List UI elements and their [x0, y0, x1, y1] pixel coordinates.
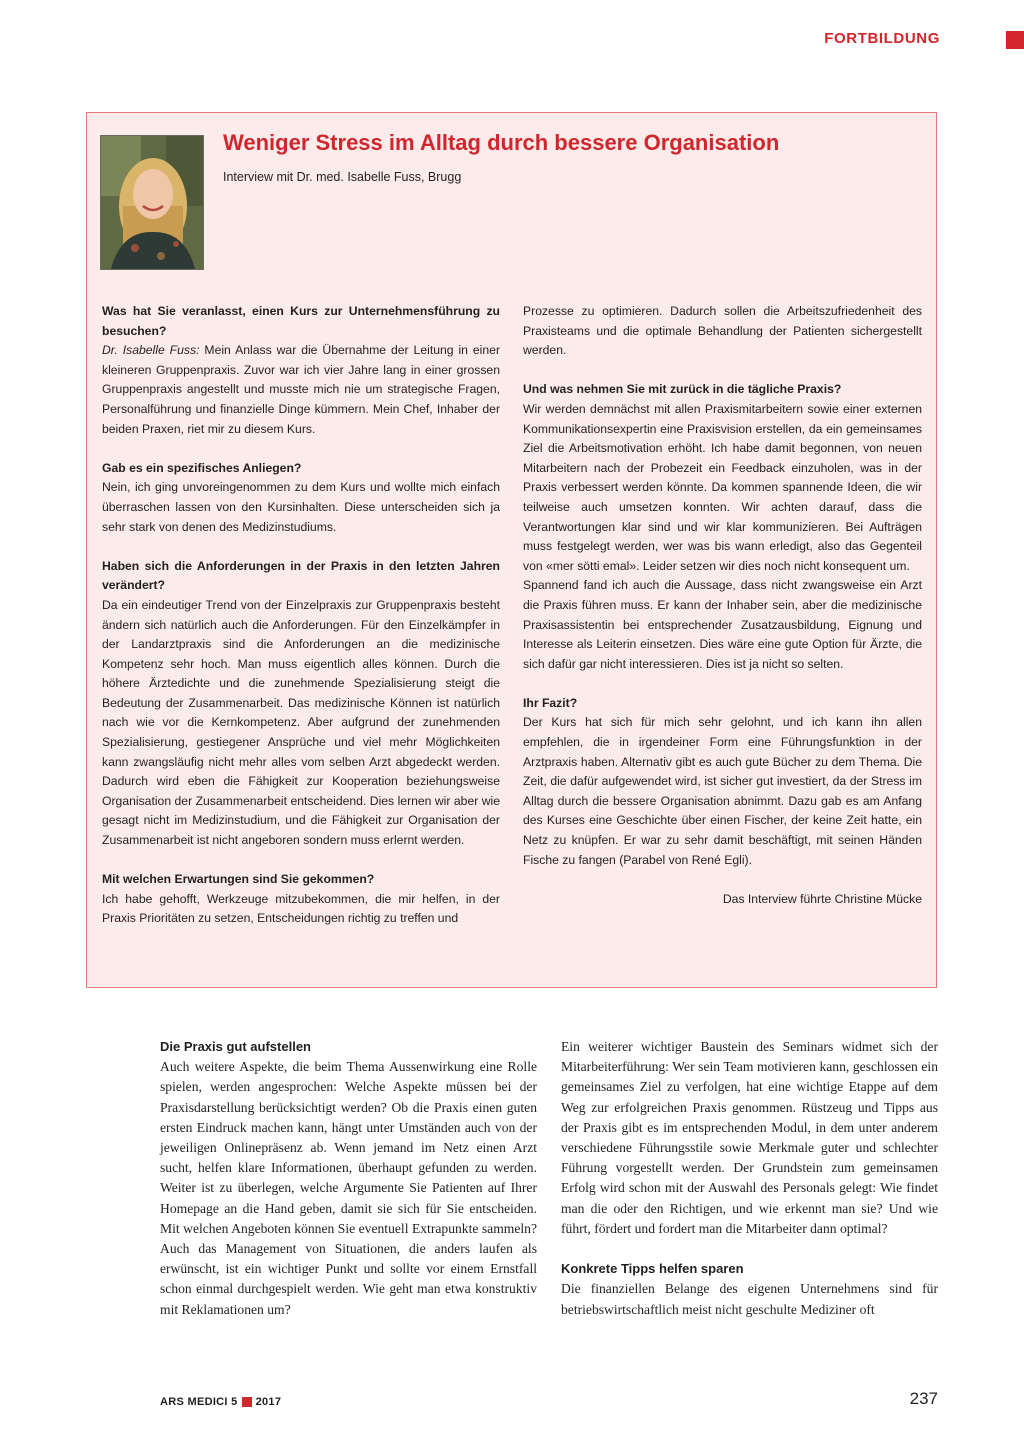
interview-answer: Prozesse zu optimieren. Dadurch sollen die Arbeitszufriedenheit des Praxisteams und die optimale Behandlung der Patienten sichergestellt werden. [523, 304, 922, 358]
section-heading: Konkrete Tipps helfen sparen [561, 1261, 744, 1277]
spacer [102, 439, 500, 459]
interview-title: Weniger Stress im Alltag durch bessere Organisation [223, 130, 780, 155]
interview-answer: Da ein eindeutiger Trend von der Einzelpraxis zur Gruppenpraxis besteht ändern sich natürlich auch die Anforderungen. Für den Einzelkämpfer in der Landarztpraxis sind die Anforderungen an die medizinische Kompetenz sehr hoch. Man muss eigentlich alles können. Durch die höhere Ärztedichte und die zunehmende Spezialisierung steigt die Bedeutung der Zusammenarbeit. Das medizinische Können ist natürlich nach wie vor die Kernkompetenz. Aber aufgrund der zunehmenden Spezialisierung, gestiegener Ansprüche und viel mehr Möglichkeiten kann zwangsläufig nicht mehr alles vom selben Arzt abgedeckt werden. Dadurch wird eben die Fähigkeit zur Kooperation beziehungsweise Organisation der Zusammenarbeit entscheidend. Dies lernen wir aber wie gesagt nicht im Medizinstudium, und die Fähigkeit zur Organisation der Zusammenarbeit ist nicht angeboren sondern muss erlernt werden. [102, 597, 500, 848]
interview-subtitle: Interview mit Dr. med. Isabelle Fuss, Brugg [223, 170, 462, 184]
page-number: 237 [909, 1389, 938, 1408]
footer-journal [160, 1396, 281, 1408]
interview-question: Haben sich die Anforderungen in der Praxis in den letzten Jahren verändert? [102, 558, 500, 593]
body-paragraph: Auch weitere Aspekte, die beim Thema Aussenwirkung eine Rolle spielen, werden angesprochen: Welche Aspekte müssen bei der Praxisdarstellung berücksichtigt werden? Ob die Praxis einen guten ersten Eindruck machen kann, hängt unter Umständen auch von der jeweiligen Onlinepräsenz ab. Wenn jemand im Netz einen Arzt sucht, helfen klare Informationen, überhaupt gefunden zu werden. Weiter ist zu überlegen, welche Argumente Sie Patienten auf Ihrer Homepage an die Hand geben, damit sie sich für Sie entscheiden. Mit welchen Angeboten können Sie eventuell Extrapunkte sammeln? Auch das Management von Situationen, die anders laufen als erwünscht, ist ein wichtiger Punkt und sollte vor einem Ernstfall schon einmal durchgespielt werden. Wie geht man etwa konstruktiv mit Reklamationen um? [160, 1059, 537, 1317]
journal-year: 2017 [255, 1396, 282, 1408]
interview-answer: Der Kurs hat sich für mich sehr gelohnt, und ich kann ihn allen empfehlen, die in irgendeiner Form eine Führungsfunktion in der Arztpraxis haben. Alternativ gibt es auch gute Bücher zu dem Thema. Die Zeit, die dafür aufgewendet wird, ist sicher gut investiert, da der Stress im Alltag durch die bessere Organisation abnimmt. Dazu gab es am Anfang des Kurses eine Geschichte über einen Fischer, der keine Zeit hatte, ein Netz zu knüpfen. Er war zu sehr damit beschäftigt, mit seinen Händen Fische zu fangen (Parabel von René Egli). [523, 715, 922, 867]
article-left-column [160, 1037, 537, 1320]
interview-question: Ihr Fazit? [523, 695, 578, 710]
interview-answer: Spannend fand ich auch die Aussage, dass nicht zwangsweise ein Arzt die Praxis führen muss. Er kann der Inhaber sein, aber die medizinische Praxisassistentin bei entsprechender Zusatzausbildung, Eignung und Interesse als Leiterin einsetzen. Dies wäre eine gute Option für Ärzte, die sich dafür gar nicht interessieren. Dies ist ja nicht so selten. [523, 578, 922, 671]
spacer [523, 361, 922, 381]
interview-left-column [102, 302, 500, 929]
answer-text: Mein Anlass war die Übernahme der Leitung in einer kleineren Gruppenpraxis. Zuvor war ich vier Jahre lang in einer grossen Gruppenpraxis angestellt und musste mich nie um strategische Fragen, Personalführung und finanzielle Dinge kümmern. Mein Chef, Inhaber der beiden Praxen, riet mir zu diesem Kurs. [102, 343, 500, 436]
section-marker [1006, 31, 1024, 49]
interview-answer: Ich habe gehofft, Werkzeuge mitzubekommen, die mir helfen, in der Praxis Prioritäten zu setzen, Entscheidungen richtig zu treffen und [102, 891, 500, 926]
section-label: FORTBILDUNG [824, 30, 940, 47]
article-right-column [561, 1037, 938, 1320]
interview-answer: Wir werden demnächst mit allen Praxismitarbeitern sowie einer externen Kommunikationsexpertin eine Praxisvision erstellen, da ein gemeinsames Ziel die Arbeitsmotivation erhöht. Ich habe damit begonnen, von neuen Mitarbeitern nach der Probezeit ein Feedback einzuholen, was in der Praxis verbessert werden könnte. Da kommen spannende Ideen, die wir teilweise auch umsetzen konnten. Wir achten darauf, dass die Verantwortungen klar sind und wir klar kommunizieren. Bei Aufträgen muss festgelegt werden, wer was bis wann erledigt, also das Gegenteil von «mer sötti emal». Leider setzen wir dies noch nicht konsequent um. [523, 401, 922, 573]
interview-question: Gab es ein spezifisches Anliegen? [102, 460, 302, 475]
spacer [102, 537, 500, 557]
footer-marker [242, 1397, 252, 1407]
author-portrait [100, 135, 204, 270]
spacer [561, 1239, 938, 1259]
spacer [523, 674, 922, 694]
body-paragraph: Die finanziellen Belange des eigenen Unternehmens sind für betriebswirtschaftlich meist nicht geschulte Mediziner oft [561, 1281, 938, 1317]
journal-name: ARS MEDICI 5 [160, 1396, 238, 1408]
interview-answer [102, 341, 500, 439]
interview-answer: Nein, ich ging unvoreingenommen zu dem Kurs und wollte mich einfach überraschen lassen von den Kursinhalten. Diese unterscheiden sich ja sehr stark von denen des Medizinstudiums. [102, 480, 500, 534]
interviewer-credit: Das Interview führte Christine Mücke [722, 891, 922, 906]
spacer [102, 851, 500, 871]
interview-right-column [523, 302, 922, 909]
interview-question: Was hat Sie veranlasst, einen Kurs zur Unternehmensführung zu besuchen? [102, 304, 500, 338]
section-heading: Die Praxis gut aufstellen [160, 1039, 311, 1054]
body-paragraph: Ein weiterer wichtiger Baustein des Seminars widmet sich der Mitarbeiterführung: Wer sein Team motivieren kann, geschlossen ein gemeinsames Ziel zu verfolgen, hat eine wichtige Etappe auf dem Weg zur erfolgreichen Praxis genommen. Rüstzeug und Tipps aus der Praxis gibt es im entsprechenden Modul, in dem unter anderem verschiedene Führungsstile sowie Merkmale guter und schlechter Führung vorgestellt werden. Der Grundstein zum gemeinsamen Erfolg wird schon mit der Auswahl des Personals gelegt: Wie findet man die oder den Richtigen, und wie erkennt man sie? Und wie führt, fördert und fordert man die Mitarbeiter dann optimal? [561, 1039, 938, 1236]
interview-question: Mit welchen Erwartungen sind Sie gekommen? [102, 872, 375, 887]
speaker-name: Dr. Isabelle Fuss: [102, 343, 200, 358]
spacer [523, 870, 922, 890]
interview-question: Und was nehmen Sie mit zurück in die tägliche Praxis? [523, 382, 842, 397]
